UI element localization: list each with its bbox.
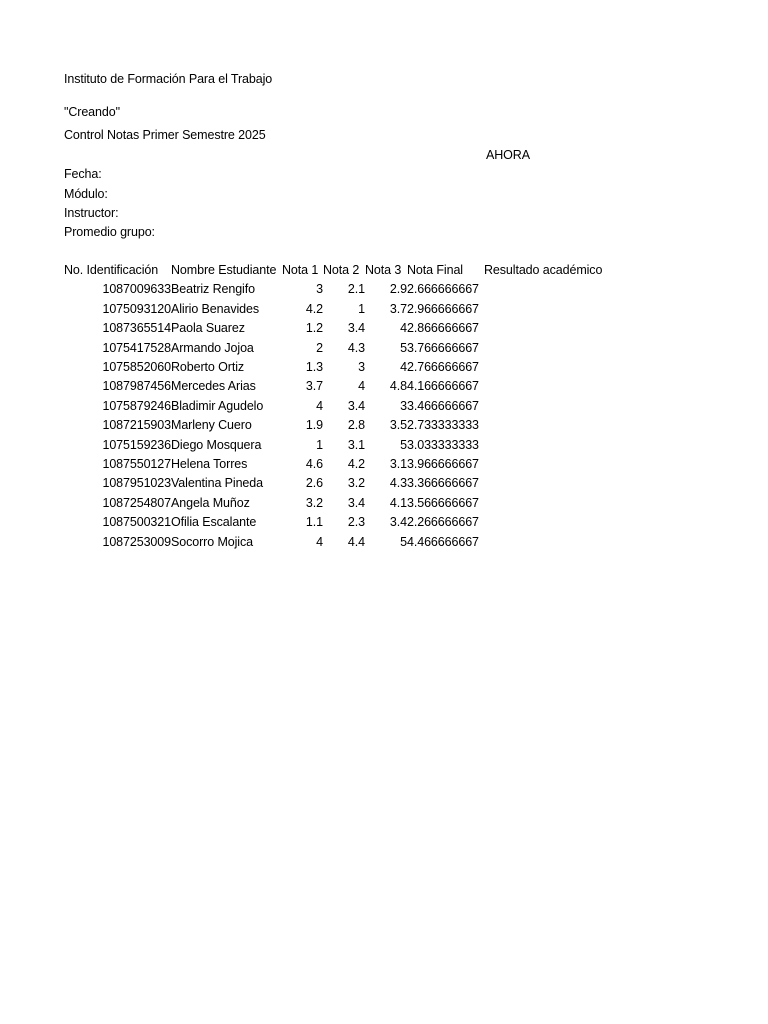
cell-nota2: 4.4: [347, 534, 365, 549]
instructor-label: Instructor:: [64, 206, 119, 220]
cell-nota2: 1: [358, 301, 365, 316]
modulo-label: Módulo:: [64, 187, 108, 201]
cell-resultado: [484, 377, 614, 396]
cell-nota-final: 3.966666667: [407, 457, 479, 472]
cell-nombre: Armando Jojoa: [171, 340, 254, 355]
cell-nota2: 3.2: [347, 476, 365, 491]
table-row: [64, 416, 614, 435]
institution-name: Instituto de Formación Para el Trabajo: [64, 72, 273, 86]
cell-resultado: [484, 358, 614, 377]
table-row: [64, 280, 614, 299]
grades-table: [64, 261, 614, 552]
cell-nota1: 4: [316, 534, 323, 549]
table-header-row: [64, 261, 614, 280]
cell-identificacion: 1075879246: [102, 398, 171, 413]
cell-nota2: 3.1: [347, 437, 365, 452]
cell-nota3: 3.1: [389, 457, 407, 472]
cell-identificacion: 1087253009: [102, 534, 171, 549]
cell-nota-final: 2.733333333: [407, 418, 479, 433]
cell-nota1: 4.6: [305, 457, 323, 472]
table-row: [64, 494, 614, 513]
cell-nombre: Helena Torres: [171, 457, 248, 472]
cell-nota2: 4.3: [347, 340, 365, 355]
cell-nota1: 3: [316, 282, 323, 297]
cell-nota3: 5: [400, 534, 407, 549]
cell-nota-final: 3.766666667: [407, 340, 479, 355]
cell-nombre: Bladimir Agudelo: [171, 398, 264, 413]
cell-resultado: [484, 494, 614, 513]
cell-resultado: [484, 280, 614, 299]
cell-nombre: Mercedes Arias: [171, 379, 256, 394]
cell-nota1: 1.3: [305, 360, 323, 375]
cell-nota-final: 2.666666667: [407, 282, 479, 297]
cell-resultado: [484, 319, 614, 338]
cell-nota2: 2.8: [347, 418, 365, 433]
table-row: [64, 358, 614, 377]
cell-identificacion: 1087365514: [102, 321, 171, 336]
cell-nota2: 2.1: [347, 282, 365, 297]
cell-nota-final: 3.566666667: [407, 495, 479, 510]
cell-nota-final: 4.466666667: [407, 534, 479, 549]
cell-nombre: Socorro Mojica: [171, 534, 253, 549]
cell-identificacion: 1075417528: [102, 340, 171, 355]
table-row: [64, 339, 614, 358]
table-row: [64, 513, 614, 532]
cell-nota1: 1: [316, 437, 323, 452]
cell-nota1: 2.6: [305, 476, 323, 491]
cell-nombre: Diego Mosquera: [171, 437, 262, 452]
cell-nota3: 4: [400, 360, 407, 375]
cell-identificacion: 1087009633: [102, 282, 171, 297]
cell-identificacion: 1087215903: [102, 418, 171, 433]
promedio-grupo-label: Promedio grupo:: [64, 225, 155, 239]
fecha-label: Fecha:: [64, 167, 102, 181]
table-row: [64, 474, 614, 493]
cell-nota2: 3.4: [347, 495, 365, 510]
column-header-nota3: Nota 3: [365, 263, 402, 277]
cell-identificacion: 1087987456: [102, 379, 171, 394]
cell-nota3: 3.5: [389, 418, 407, 433]
cell-nota2: 4.2: [347, 457, 365, 472]
cell-identificacion: 1087550127: [102, 457, 171, 472]
table-row: [64, 436, 614, 455]
cell-nota1: 4.2: [305, 301, 323, 316]
cell-nota1: 2: [316, 340, 323, 355]
column-header-nota1: Nota 1: [282, 263, 319, 277]
cell-nombre: Beatriz Rengifo: [171, 282, 255, 297]
cell-resultado: [484, 455, 614, 474]
cell-nombre: Angela Muñoz: [171, 495, 250, 510]
cell-identificacion: 1075093120: [102, 301, 171, 316]
column-header-nombre: Nombre Estudiante: [171, 263, 277, 277]
cell-nota1: 1.9: [305, 418, 323, 433]
cell-resultado: [484, 339, 614, 358]
cell-nombre: Ofilia Escalante: [171, 515, 257, 530]
document-title: Control Notas Primer Semestre 2025: [64, 128, 266, 142]
cell-resultado: [484, 533, 614, 552]
cell-nota3: 5: [400, 437, 407, 452]
cell-nombre: Marleny Cuero: [171, 418, 252, 433]
table-row: [64, 533, 614, 552]
table-row: [64, 319, 614, 338]
cell-nota3: 3.7: [389, 301, 407, 316]
ahora-label: AHORA: [486, 148, 530, 162]
cell-nota3: 4.8: [389, 379, 407, 394]
cell-identificacion: 1075852060: [102, 360, 171, 375]
column-header-identificacion: No. Identificación: [64, 263, 159, 277]
cell-nota3: 4: [400, 321, 407, 336]
cell-nota-final: 3.033333333: [407, 437, 479, 452]
cell-nombre: Alirio Benavides: [171, 301, 260, 316]
cell-nota-final: 4.166666667: [407, 379, 479, 394]
cell-resultado: [484, 474, 614, 493]
cell-nota2: 2.3: [347, 515, 365, 530]
table-row: [64, 455, 614, 474]
cell-resultado: [484, 416, 614, 435]
cell-nota3: 2.9: [389, 282, 407, 297]
cell-nota1: 4: [316, 398, 323, 413]
cell-nota3: 4.3: [389, 476, 407, 491]
cell-nota3: 3.4: [389, 515, 407, 530]
column-header-resultado: Resultado académico: [484, 263, 603, 277]
cell-nota2: 3.4: [347, 398, 365, 413]
column-header-nota-final: Nota Final: [407, 263, 463, 277]
table-row: [64, 377, 614, 396]
cell-resultado: [484, 300, 614, 319]
cell-nota1: 1.2: [305, 321, 323, 336]
cell-nota2: 3.4: [347, 321, 365, 336]
cell-nota-final: 3.466666667: [407, 398, 479, 413]
cell-resultado: [484, 436, 614, 455]
cell-nota2: 3: [358, 360, 365, 375]
cell-nota1: 3.2: [305, 495, 323, 510]
cell-nota-final: 2.266666667: [407, 515, 479, 530]
cell-resultado: [484, 397, 614, 416]
cell-identificacion: 1087254807: [102, 495, 171, 510]
cell-nota1: 1.1: [305, 515, 323, 530]
cell-nombre: Paola Suarez: [171, 321, 245, 336]
cell-nombre: Roberto Ortiz: [171, 360, 245, 375]
cell-identificacion: 1075159236: [102, 437, 171, 452]
cell-nota-final: 2.766666667: [407, 360, 479, 375]
cell-nota-final: 2.866666667: [407, 321, 479, 336]
cell-nombre: Valentina Pineda: [171, 476, 263, 491]
cell-nota3: 5: [400, 340, 407, 355]
cell-nota3: 3: [400, 398, 407, 413]
cell-resultado: [484, 513, 614, 532]
cell-nota3: 4.1: [389, 495, 407, 510]
table-row: [64, 397, 614, 416]
cell-nota-final: 2.966666667: [407, 301, 479, 316]
cell-nota1: 3.7: [305, 379, 323, 394]
cell-identificacion: 1087951023: [102, 476, 171, 491]
cell-nota-final: 3.366666667: [407, 476, 479, 491]
motto: "Creando": [64, 105, 120, 119]
cell-identificacion: 1087500321: [102, 515, 171, 530]
table-row: [64, 300, 614, 319]
cell-nota2: 4: [358, 379, 365, 394]
column-header-nota2: Nota 2: [323, 263, 360, 277]
